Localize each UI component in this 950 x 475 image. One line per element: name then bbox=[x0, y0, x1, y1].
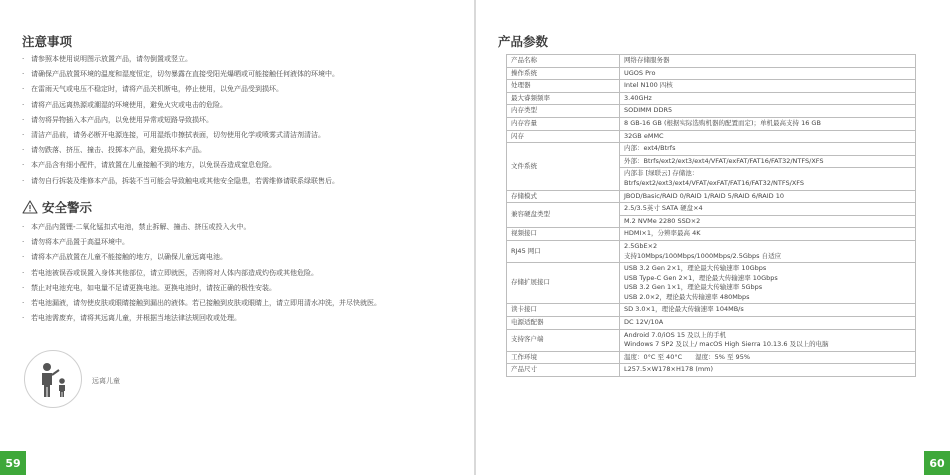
list-item: · 本产品内置锂-二氧化锰扣式电池，禁止拆解、撞击、挤压或投入火中。 bbox=[22, 220, 461, 235]
spec-value bbox=[620, 240, 916, 262]
spec-value bbox=[620, 92, 916, 105]
list-item: · 若电池需废弃，请将其远离儿童，并根据当地法律法规回收或处理。 bbox=[22, 311, 461, 326]
spec-value-line: 支持10Mbps/100Mbps/1000Mbps/2.5Gbps 自适应 bbox=[624, 251, 782, 260]
list-item: · 请参照本使用说明图示放置产品，请勿倒置或竖立。 bbox=[22, 52, 461, 67]
warning-title: 安全警示 bbox=[42, 200, 93, 215]
spec-value-line: 内部：ext4/Btrfs bbox=[624, 144, 676, 153]
spec-value-line: 2.5GbE×2 bbox=[624, 241, 658, 250]
table-row bbox=[507, 117, 916, 130]
spec-value-line: SODIMM DDR5 bbox=[624, 106, 673, 115]
table-row bbox=[507, 203, 916, 216]
spec-key: 支持客户端 bbox=[507, 329, 620, 351]
spec-key: 处理器 bbox=[507, 80, 620, 93]
spec-value bbox=[620, 364, 916, 377]
spec-table bbox=[506, 54, 916, 377]
spec-key: 产品尺寸 bbox=[507, 364, 620, 377]
spec-value-line: USB 3.2 Gen 2×1，理论最大传输速率 10Gbps bbox=[624, 264, 767, 273]
spec-title: 产品参数 bbox=[498, 34, 549, 49]
list-item: · 本产品含有细小配件，请放置在儿童接触不到的地方，以免误吞造成窒息危险。 bbox=[22, 158, 461, 173]
spec-key: 最大睿频频率 bbox=[507, 92, 620, 105]
spec-value-line: 外部：Btrfs/ext2/ext3/ext4/VFAT/exFAT/FAT16/FAT32/NTFS/XFS bbox=[624, 156, 824, 165]
spec-key: 工作环境 bbox=[507, 351, 620, 364]
spec-value bbox=[620, 168, 916, 190]
spec-value bbox=[620, 263, 916, 304]
table-row bbox=[507, 329, 916, 351]
spec-value-line: Intel N100 四核 bbox=[624, 81, 673, 90]
left-page bbox=[0, 0, 474, 475]
table-row bbox=[507, 92, 916, 105]
list-item: · 请勿自行拆装及维修本产品，拆装不当可能会导致触电或其他安全隐患，若需维修请联系绿联售后。 bbox=[22, 174, 461, 189]
spec-key: 视频接口 bbox=[507, 228, 620, 241]
list-item: · 请将产品远离热源或潮湿的环境使用，避免火灾或电击的危险。 bbox=[22, 98, 461, 113]
spec-value bbox=[620, 80, 916, 93]
spec-key: 内存类型 bbox=[507, 105, 620, 118]
spec-value-line: USB 2.0×2，理论最大传输速率 480Mbps bbox=[624, 292, 750, 301]
list-item: · 禁止对电池充电，如电量不足请更换电池。更换电池时，请按正确的极性安装。 bbox=[22, 281, 461, 296]
table-row bbox=[507, 351, 916, 364]
table-row bbox=[507, 130, 916, 143]
notice-title: 注意事项 bbox=[22, 34, 73, 49]
spec-value bbox=[620, 203, 916, 216]
spec-value-line: 8 GB-16 GB (根据实际选购机器的配置而定)；单机最高支持 16 GB bbox=[624, 118, 821, 127]
list-item: · 若电池被误吞或误置入身体其他部位，请立即就医，否则将对人体内部造成灼伤或其他危险。 bbox=[22, 266, 461, 281]
spec-value-line: L257.5×W178×H178 (mm) bbox=[624, 365, 714, 374]
table-row bbox=[507, 105, 916, 118]
table-row bbox=[507, 55, 916, 68]
spec-value-line: 2.5/3.5英寸 SATA 硬盘×4 bbox=[624, 204, 703, 213]
spec-value bbox=[620, 117, 916, 130]
table-row bbox=[507, 304, 916, 317]
table-row bbox=[507, 67, 916, 80]
spec-value-line: UGOS Pro bbox=[624, 68, 656, 77]
spec-value bbox=[620, 228, 916, 241]
table-row bbox=[507, 263, 916, 304]
kid-caption: 远离儿童 bbox=[92, 377, 120, 385]
spec-value-line: Windows 7 SP2 及以上/ macOS High Sierra 10.13.6 及以上的电脑 bbox=[624, 340, 829, 349]
spec-value-line: Android 7.0/iOS 15 及以上的手机 bbox=[624, 330, 727, 339]
spec-value-line: 内部非 [绿联云] 存储池： bbox=[624, 169, 699, 178]
spec-key: 内存容量 bbox=[507, 117, 620, 130]
spec-value bbox=[620, 215, 916, 228]
warning-heading bbox=[22, 198, 92, 216]
table-row bbox=[507, 80, 916, 93]
spec-key: 兼容硬盘类型 bbox=[507, 203, 620, 228]
spec-value-line: 温度：0°C 至 40°C 湿度：5% 至 95% bbox=[624, 352, 751, 361]
warning-icon bbox=[22, 200, 38, 214]
page-number-left: 59 bbox=[0, 451, 26, 475]
spec-value bbox=[620, 351, 916, 364]
list-item: · 请确保产品放置环境的温度和湿度恒定，切勿暴露在直接受阳光爆晒或可能接触任何液体的环境中。 bbox=[22, 67, 461, 82]
list-item: · 若电池漏液，请勿使皮肤或眼睛接触到漏出的液体。若已接触到皮肤或眼睛上，请立即用清水冲洗，并尽快就医。 bbox=[22, 296, 461, 311]
spec-key: 读卡接口 bbox=[507, 304, 620, 317]
notice-list bbox=[22, 52, 461, 189]
spec-value bbox=[620, 143, 916, 156]
right-page bbox=[476, 0, 950, 475]
keep-away-from-children-icon bbox=[24, 350, 82, 408]
list-item: · 在雷雨天气或电压不稳定时，请将产品关机断电，停止使用，以免产品受到损坏。 bbox=[22, 82, 461, 97]
spec-key: 文件系统 bbox=[507, 143, 620, 190]
table-row bbox=[507, 317, 916, 330]
spec-key: 存储模式 bbox=[507, 190, 620, 203]
spec-value-line: 网络存储服务器 bbox=[624, 56, 670, 64]
spec-key: 电源适配器 bbox=[507, 317, 620, 330]
table-row bbox=[507, 240, 916, 262]
spec-value-line: USB Type-C Gen 2×1，理论最大传输速率 10Gbps bbox=[624, 273, 778, 282]
spec-value bbox=[620, 55, 916, 68]
spec-value-line: JBOD/Basic/RAID 0/RAID 1/RAID 5/RAID 6/RAID 10 bbox=[624, 191, 784, 200]
spec-value-line: USB 3.2 Gen 1×1，理论最大传输速率 5Gbps bbox=[624, 283, 763, 292]
table-row bbox=[507, 228, 916, 241]
spec-value bbox=[620, 67, 916, 80]
spec-value-line: 32GB eMMC bbox=[624, 131, 664, 140]
warning-list bbox=[22, 220, 461, 326]
spec-value bbox=[620, 190, 916, 203]
spec-value-line: SD 3.0×1，理论最大传输速率 104MB/s bbox=[624, 305, 744, 314]
spec-value bbox=[620, 105, 916, 118]
spec-key: 操作系统 bbox=[507, 67, 620, 80]
spec-key: 产品名称 bbox=[507, 55, 620, 68]
spec-value bbox=[620, 304, 916, 317]
list-item: · 请勿将异物插入本产品内，以免使用异常或短路导致损坏。 bbox=[22, 113, 461, 128]
spec-value-line: Btrfs/ext2/ext3/ext4/VFAT/exFAT/FAT16/FAT32/NTFS/XFS bbox=[624, 178, 805, 187]
spec-value bbox=[620, 155, 916, 168]
spec-value-line: HDMI×1，分辨率最高 4K bbox=[624, 229, 701, 238]
spec-key: 存储扩展接口 bbox=[507, 263, 620, 304]
spec-value-line: M.2 NVMe 2280 SSD×2 bbox=[624, 216, 701, 225]
spec-value-line: 3.40GHz bbox=[624, 93, 652, 102]
spec-key: 闪存 bbox=[507, 130, 620, 143]
spec-key: RJ45 网口 bbox=[507, 240, 620, 262]
spec-value bbox=[620, 130, 916, 143]
list-item: · 请勿跌落、挤压、撞击、投掷本产品，避免损坏本产品。 bbox=[22, 143, 461, 158]
spec-value-line: DC 12V/10A bbox=[624, 318, 664, 327]
spec-value bbox=[620, 317, 916, 330]
spec-value bbox=[620, 329, 916, 351]
page-number-right: 60 bbox=[924, 451, 950, 475]
list-item: · 请勿将本产品置于高温环境中。 bbox=[22, 235, 461, 250]
list-item: · 清洁产品前，请务必断开电源连接，可用湿纸巾擦拭表面，切勿使用化学或喷雾式清洁剂清洁。 bbox=[22, 128, 461, 143]
table-row bbox=[507, 143, 916, 156]
table-row bbox=[507, 364, 916, 377]
table-row bbox=[507, 190, 916, 203]
list-item: · 请将本产品放置在儿童不能接触的地方，以确保儿童远离电池。 bbox=[22, 250, 461, 265]
